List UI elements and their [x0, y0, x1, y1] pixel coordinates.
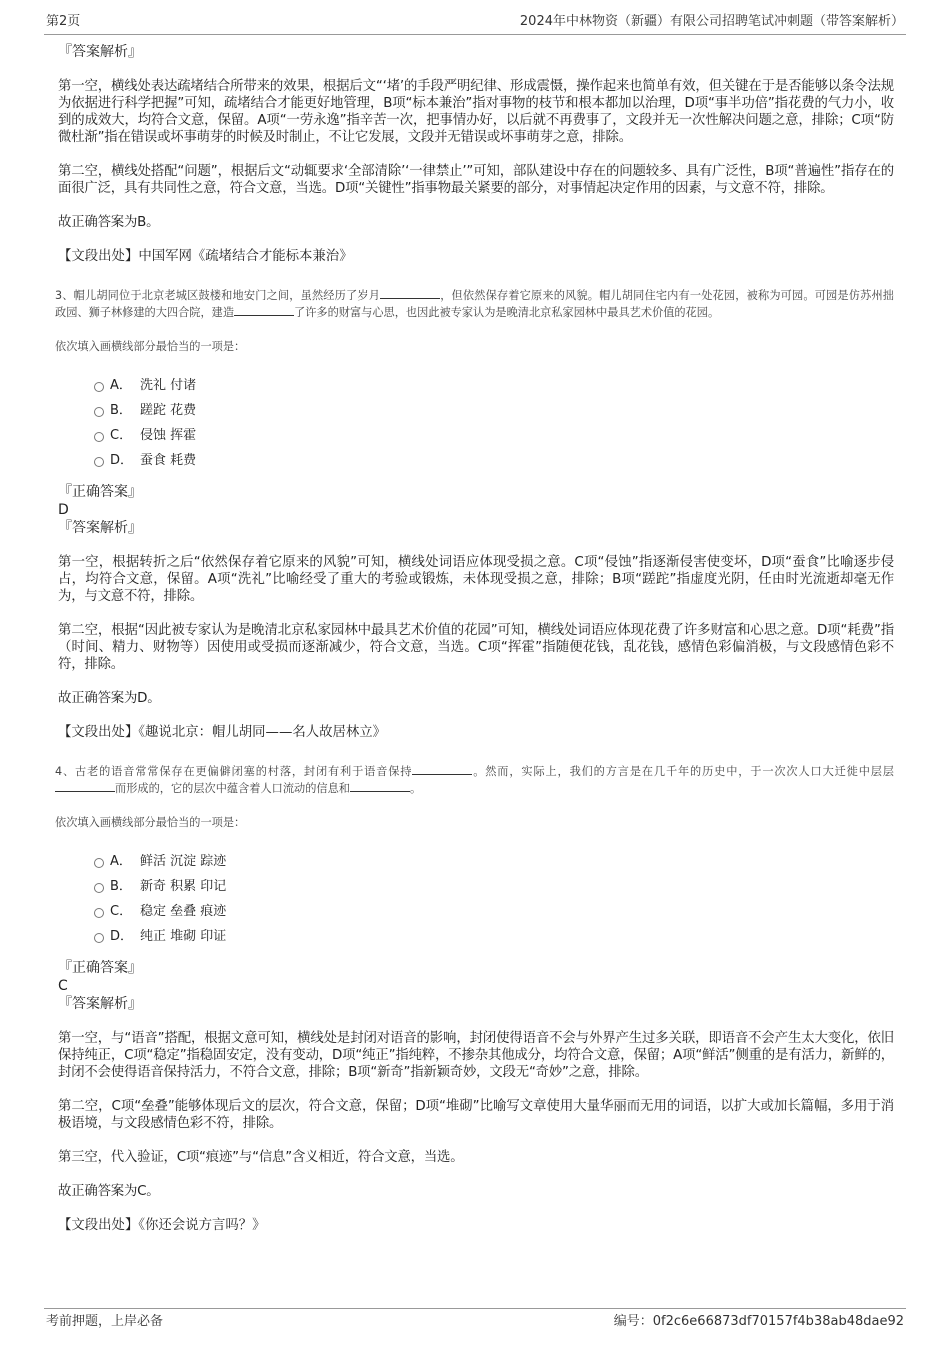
page-footer: [44, 1308, 906, 1335]
q4-analysis-p2: 第二空，C项“垒叠”能够体现后文的层次，符合文意，保留；D项“堆砌”比喻写文章使用大量华丽而无用的词语，以扩大或加长篇幅，多用于消极语境，与文段感情色彩不符，排除。: [58, 1099, 894, 1131]
q4-analysis-p1: 第一空，与“语音”搭配，根据文意可知，横线处是封闭对语音的影响，封闭使得语音不会与外界产生过多关联，即语音不会产生太大变化，依旧保持纯正，C项“稳定”指稳固安定，没有变动，D项“纯正”指纯粹，不掺杂其他成分，均符合文意，保留；A项“鲜活”侧重的是有活力，新鲜的，封闭不会使得语音保持活力，不符合文意，排除；B项“新奇”指新颖奇妙，文段无“奇妙”之意，排除。: [58, 1031, 894, 1080]
option-text: 稳定 垒叠 痕迹: [140, 904, 227, 919]
radio-icon[interactable]: [94, 908, 104, 918]
radio-icon[interactable]: [94, 407, 104, 417]
q3-prompt: 依次填入画横线部分最恰当的一项是：: [55, 340, 246, 353]
q4-question: [55, 763, 894, 797]
footer-code-value: 0f2c6e66873df70157f4b38ab48dae92: [652, 1314, 904, 1329]
q2-conclusion: 故正确答案为B。: [58, 215, 160, 230]
option-letter: A．: [110, 854, 132, 869]
q4-option-a[interactable]: [94, 849, 894, 874]
q4-analysis-p3: 第三空，代入验证，C项“痕迹”与“信息”含义相近，符合文意，当选。: [58, 1150, 464, 1165]
q2-analysis-p1: 第一空，横线处表达疏堵结合所带来的效果，根据后文“‘堵’的手段严明纪律、形成震慑，操作起来也简单有效，但关键在于是否能够以条令法规为依据进行科学把握”可知，疏堵结合才能更好地管理，B项“标本兼治”指对事物的枝节和根本都加以治理，D项“事半功倍”指花费的气力小，收到的成效大，均符合文意，保留。A项“一劳永逸”指辛苦一次，把事情办好，以后就不再费事了，文段并无一次性解决问题之意，排除；C项“防微杜渐”指在错误或坏事萌芽的时候及时制止，不让它发展，文段并无错误或坏事萌芽之意，排除。: [58, 79, 894, 145]
radio-icon[interactable]: [94, 382, 104, 392]
footer-code: [614, 1309, 904, 1335]
q3-options: [94, 373, 894, 473]
q3-answer-label: 『正确答案』: [58, 484, 142, 500]
q4-blank-2: [55, 780, 115, 792]
q4-blank-1: [412, 763, 472, 775]
q3-option-a[interactable]: [94, 373, 894, 398]
q4-prompt: 依次填入画横线部分最恰当的一项是：: [55, 816, 246, 829]
option-letter: A．: [110, 378, 132, 393]
q4-answer-label: 『正确答案』: [58, 960, 142, 976]
q3-question-part-b: ，但依然保存着它原来的风貌。帽儿胡同住宅内有一处花园，被称为可园。可园是仿苏州拙政园、狮子林修建的大四合院，建造: [55, 289, 894, 319]
q4-question-part-d: 。: [409, 782, 422, 795]
footer-slogan: 考前押题，上岸必备: [46, 1314, 164, 1329]
option-text: 鲜活 沉淀 踪迹: [140, 854, 227, 869]
q2-analysis-p2: 第二空，横线处搭配“问题”，根据后文“动辄要求‘全部清除’‘一律禁止’”可知，部队建设中存在的问题较多、具有广泛性，B项“普遍性”指存在的面很广泛，具有共同性之意，符合文意，当选。D项“关键性”指事物最关紧要的部分，对事情起决定作用的因素，与文意不符，排除。: [58, 164, 894, 196]
q4-options: [94, 849, 894, 949]
q4-question-part-b: 。然而，实际上，我们的方言是在几千年的历史中，于一次次人口大迁徙中层层: [472, 765, 894, 778]
radio-icon[interactable]: [94, 883, 104, 893]
footer-code-label: 编号：: [613, 1314, 653, 1329]
q3-blank-1: [380, 287, 440, 299]
option-text: 蚕食 耗费: [140, 453, 197, 468]
option-text: 蹉跎 花费: [140, 403, 197, 418]
q3-question: [55, 287, 894, 321]
q3-question-part-c: 了许多的财富与心思，也因此被专家认为是晚清北京私家园林中最具艺术价值的花园。: [294, 306, 720, 319]
q4-source: 【文段出处】《你还会说方言吗？》: [58, 1218, 266, 1233]
option-letter: D．: [110, 453, 134, 468]
q2-source: 【文段出处】中国军网《疏堵结合才能标本兼治》: [58, 249, 353, 264]
q3-answer: D: [58, 502, 69, 518]
q4-option-b[interactable]: [94, 874, 894, 899]
radio-icon[interactable]: [94, 432, 104, 442]
q3-option-c[interactable]: [94, 423, 894, 448]
radio-icon[interactable]: [94, 933, 104, 943]
document-body: [55, 36, 894, 1234]
q4-conclusion: 故正确答案为C。: [58, 1184, 160, 1199]
q4-blank-3: [350, 780, 410, 792]
q3-option-b[interactable]: [94, 398, 894, 423]
q4-analysis-label: 『答案解析』: [58, 996, 142, 1012]
q3-source: 【文段出处】《趣说北京：帽儿胡同——名人故居林立》: [58, 725, 387, 740]
option-letter: C．: [110, 904, 133, 919]
option-letter: C．: [110, 428, 133, 443]
option-text: 侵蚀 挥霍: [140, 428, 197, 443]
q4-answer: C: [58, 978, 68, 994]
page-number: 第2页: [46, 14, 81, 29]
document-title: 2024年中林物资（新疆）有限公司招聘笔试冲刺题（带答案解析）: [519, 14, 904, 29]
q4-question-part-a: 4、古老的语音常常保存在更偏僻闭塞的村落，封闭有利于语音保持: [55, 765, 413, 778]
radio-icon[interactable]: [94, 858, 104, 868]
q4-option-c[interactable]: [94, 899, 894, 924]
q4-question-part-c: 而形成的，它的层次中蕴含着人口流动的信息和: [115, 782, 350, 795]
q3-question-part-a: 3、帽儿胡同位于北京老城区鼓楼和地安门之间，虽然经历了岁月: [55, 289, 381, 302]
q3-analysis-label: 『答案解析』: [58, 520, 142, 536]
option-letter: B．: [110, 879, 132, 894]
q3-analysis-p2: 第二空，根据“因此被专家认为是晚清北京私家园林中最具艺术价值的花园”可知，横线处词语应体现花费了许多财富和心思之意。D项“耗费”指（时间、精力、财物等）因使用或受损而逐渐减少，符合文意，当选。C项“挥霍”指随便花钱，乱花钱，感情色彩偏消极，与文段感情色彩不符，排除。: [58, 623, 894, 672]
q3-analysis-p1: 第一空，根据转折之后“依然保存着它原来的风貌”可知，横线处词语应体现受损之意。C项“侵蚀”指逐渐侵害使变坏，D项“蚕食”比喻逐步侵占，均符合文意，保留。A项“洗礼”比喻经受了重大的考验或锻炼，未体现受损之意，排除；B项“蹉跎”指虚度光阴，任由时光流逝却毫无作为，与文意不符，排除。: [58, 555, 894, 604]
option-text: 新奇 积累 印记: [140, 879, 227, 894]
option-letter: D．: [110, 929, 134, 944]
q2-analysis-label: 『答案解析』: [58, 44, 142, 60]
option-letter: B．: [110, 403, 132, 418]
page-header: [44, 10, 906, 35]
option-text: 洗礼 付诸: [140, 378, 197, 393]
option-text: 纯正 堆砌 印证: [140, 929, 227, 944]
q4-option-d[interactable]: [94, 924, 894, 949]
q3-conclusion: 故正确答案为D。: [58, 691, 161, 706]
q3-blank-2: [234, 304, 294, 316]
radio-icon[interactable]: [94, 457, 104, 467]
q3-option-d[interactable]: [94, 448, 894, 473]
